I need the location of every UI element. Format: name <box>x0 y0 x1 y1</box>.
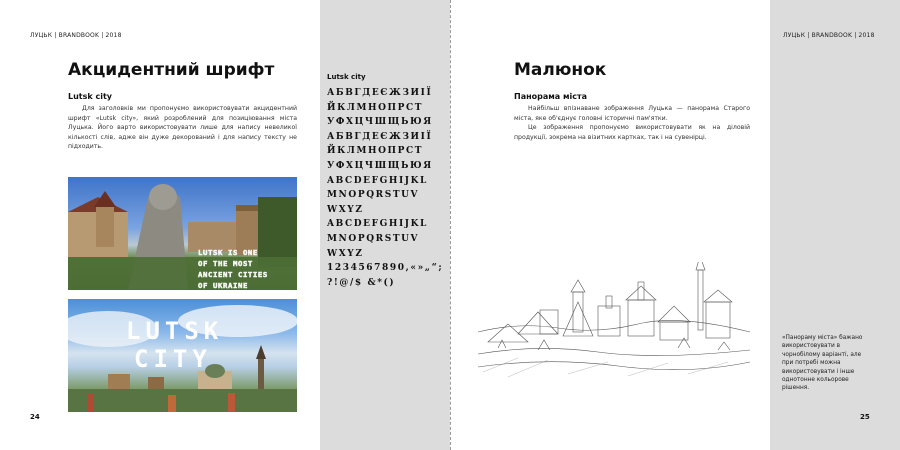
glyph-line: ABCDEFGHIJKL <box>327 219 428 230</box>
page-title-right: Малюнок <box>514 60 607 80</box>
caption-line: OF UKRAINE <box>198 281 248 290</box>
glyph-line: ЙКЛМНОПРСТ <box>327 102 424 113</box>
glyph-line: ?!@/$ &*() <box>327 277 396 288</box>
body-text-right <box>514 104 750 142</box>
page-number-right: 25 <box>860 413 870 421</box>
glyph-line: 1234567890,«»„“; <box>327 263 444 274</box>
glyph-line: ЙКЛМНОПРСТ <box>327 146 424 157</box>
page-header-left: ЛУЦЬК | BRANDBOOK | 2018 <box>30 32 122 39</box>
body-paragraph: Це зображення пропонуємо використовувати як на діловій продукції, зокрема на візитних картках, так і на сувенірці. <box>514 124 750 141</box>
glyph-line: АБВГДЕЄЖЗИІЇ <box>327 88 433 98</box>
caption-line: OF THE MOST <box>198 259 253 268</box>
page-title-left: Акцидентний шрифт <box>68 60 275 80</box>
castle-photo-caption <box>198 247 268 290</box>
glyph-line: MNOPQRSTUV <box>327 190 420 201</box>
lettering-line: CITY <box>134 345 212 373</box>
glyph-line: УФХЦЧШЩЬЮЯ <box>327 117 433 128</box>
font-specimen-label: Lutsk city <box>327 73 366 81</box>
glyph-line: WXYZ <box>327 204 364 215</box>
city-panorama-sketch <box>478 262 750 382</box>
castle-photo <box>68 177 297 290</box>
glyph-line: УФХЦЧШЩЬЮЯ <box>327 160 433 171</box>
font-specimen <box>327 86 443 290</box>
subheading-right: Панорама міста <box>514 92 588 101</box>
body-paragraph: Для заголовків ми пропонуємо використовувати акцидентний шрифт «Lutsk city», який розроблений для позиціювання міста Луцька. Його варто використовувати лише для напису невеликої кількості слів, адже він дуже декорований і для напису тексту не підходить. <box>68 105 297 151</box>
glyph-line: MNOPQRSTUV <box>327 233 420 244</box>
glyph-line: WXYZ <box>327 248 364 259</box>
city-photo-lettering <box>126 317 223 373</box>
city-photo <box>68 299 297 412</box>
panorama-note: «Панораму міста» бажано використовувати в чорнобілому варіанті, але при потребі можна використовувати і інше однотонне кольорове рішення. <box>782 335 863 392</box>
page-header-right: ЛУЦЬК | BRANDBOOK | 2018 <box>783 32 875 39</box>
body-text-left <box>68 104 297 152</box>
caption-line: ANCIENT CITIES <box>198 270 268 279</box>
body-paragraph: Найбільш впізнаване зображення Луцька — панорама Старого міста, яке об'єднує головні історичні пам'ятки. <box>514 105 750 122</box>
glyph-line: ABCDEFGHIJKL <box>327 175 428 186</box>
lettering-line: LUTSK <box>126 317 224 345</box>
page-number-left: 24 <box>30 413 40 421</box>
glyph-line: АБВГДЕЄЖЗИІЇ <box>327 131 433 142</box>
subheading-left: Lutsk city <box>68 92 113 101</box>
caption-line: LUTSK IS ONE <box>198 248 258 257</box>
